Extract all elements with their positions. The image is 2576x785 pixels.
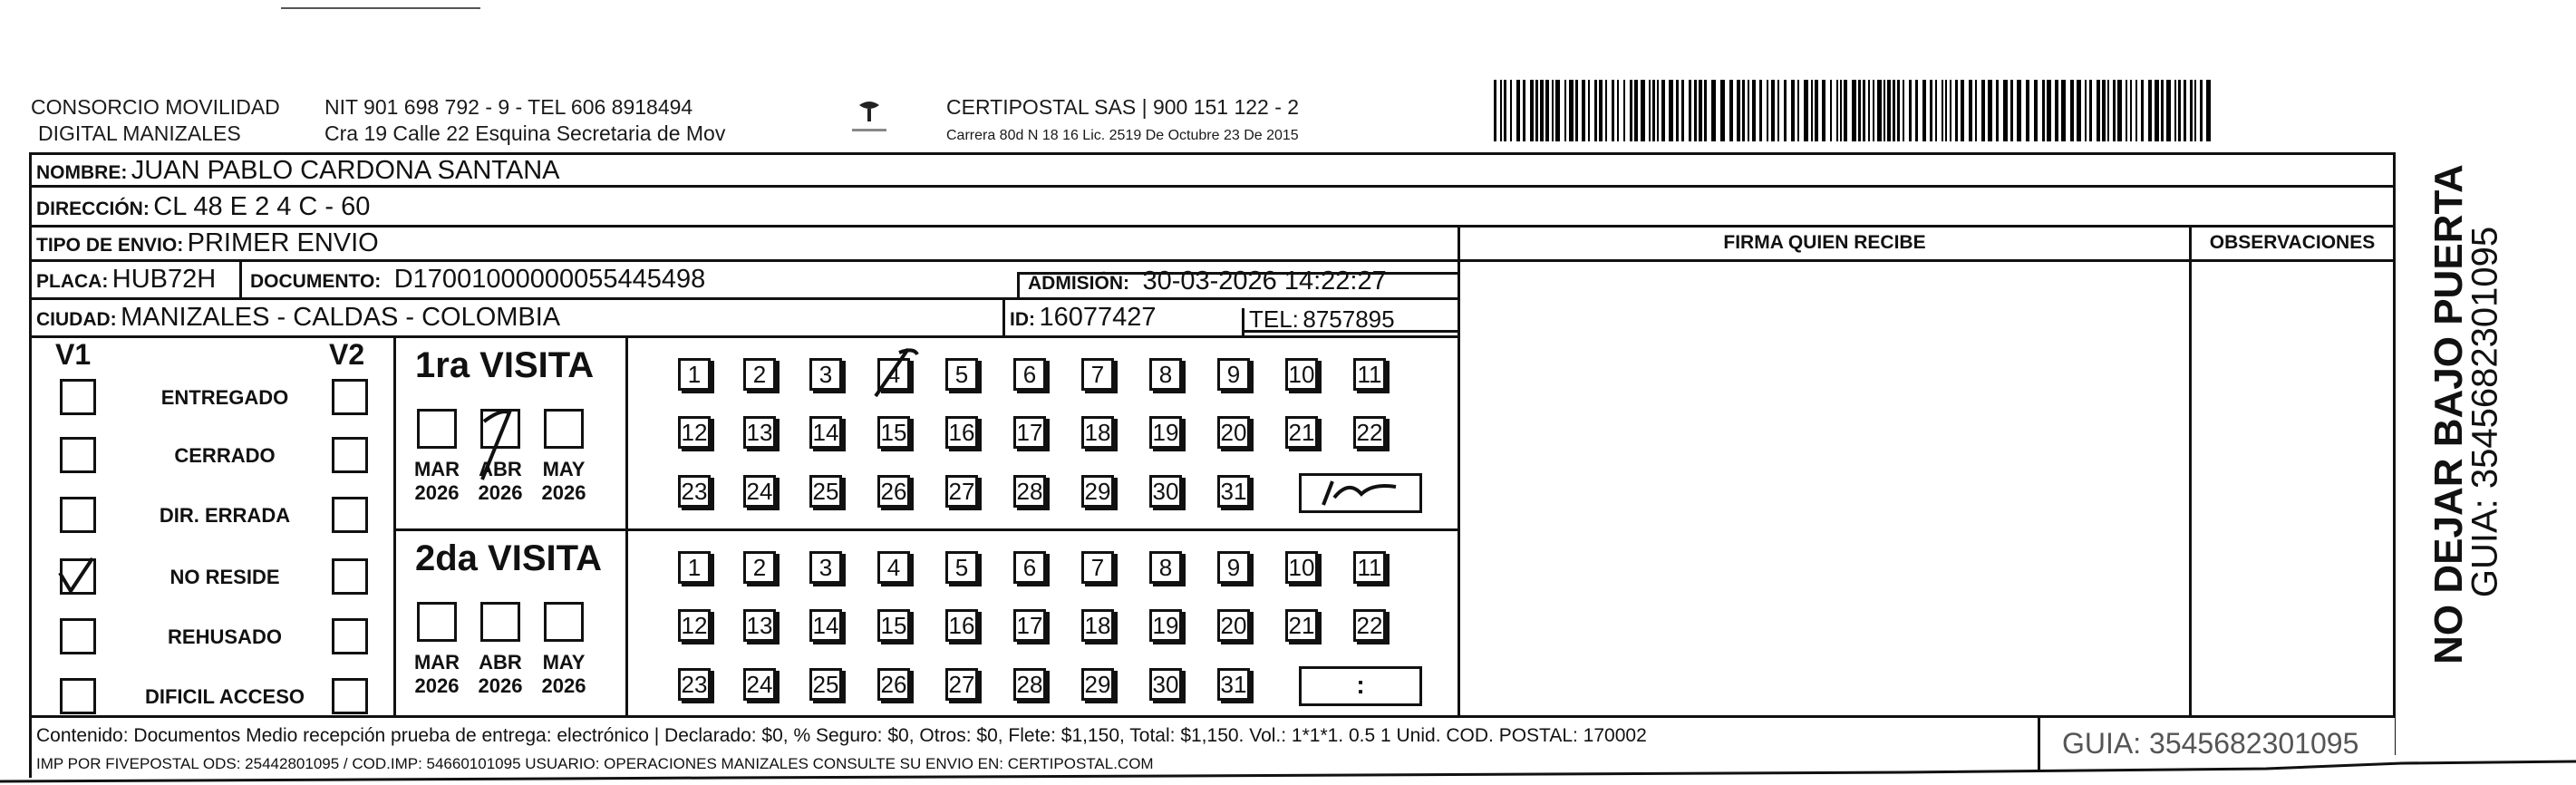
day-box[interactable]: 6: [1013, 551, 1046, 584]
barcode-bar: [2178, 80, 2181, 141]
day-mark-icon: [872, 345, 926, 400]
tel-cell: [1249, 305, 1395, 338]
admision-label: ADMISIÓN:: [1028, 273, 1129, 294]
barcode-bar: [1858, 80, 1861, 141]
v2-checkbox[interactable]: [332, 678, 368, 714]
day-box[interactable]: 29: [1081, 668, 1114, 701]
torn-edge: [0, 734, 2576, 785]
barcode-bar: [1657, 80, 1659, 141]
barcode-bar: [1752, 80, 1756, 141]
barcode-bar: [2166, 80, 2171, 141]
year-label: 2026: [414, 674, 460, 697]
barcode: [1494, 80, 2219, 146]
company-contact: [324, 94, 725, 147]
barcode-bar: [2130, 80, 2132, 141]
ciudad-value: MANIZALES - CALDAS - COLOMBIA: [121, 303, 561, 332]
barcode-bar: [1694, 80, 1697, 141]
tipo-row: [36, 228, 379, 262]
barcode-bar: [1863, 80, 1865, 141]
v2-label: V2: [329, 338, 365, 371]
ciudad-label: CIUDAD:: [36, 309, 117, 330]
barcode-bar: [1605, 80, 1607, 141]
address-line: Cra 19 Calle 22 Esquina Secretaria de Mov: [324, 121, 726, 145]
year-label: 2026: [414, 481, 460, 504]
day-box[interactable]: 29: [1081, 475, 1114, 508]
barcode-bar: [1649, 80, 1651, 141]
day-box[interactable]: 22: [1353, 416, 1386, 449]
visit-days-divider: [625, 338, 628, 717]
barcode-bar: [1535, 80, 1538, 141]
barcode-bar: [1988, 80, 1992, 141]
barcode-bar: [1840, 80, 1842, 141]
id-label: ID:: [1010, 309, 1035, 330]
barcode-bar: [2117, 80, 2122, 141]
day-box[interactable]: 18: [1081, 416, 1114, 449]
visit-divider-horizontal: [393, 528, 1459, 531]
company-name: [31, 94, 280, 147]
barcode-bar: [1516, 80, 1520, 141]
day-box[interactable]: 24: [743, 475, 776, 508]
day-box[interactable]: 5: [945, 551, 978, 584]
frame-right: [2393, 152, 2396, 755]
barcode-bar: [2010, 80, 2013, 141]
barcode-bar: [1530, 80, 1534, 141]
barcode-bar: [1767, 80, 1768, 141]
documento-label: DOCUMENTO:: [250, 271, 382, 292]
v2-checkbox[interactable]: [332, 558, 368, 595]
documento-cell: [250, 265, 705, 298]
signature-mark-icon: [1312, 474, 1412, 510]
barcode-bar: [1950, 80, 1951, 141]
barcode-bar: [2077, 80, 2081, 141]
v2-checkbox[interactable]: [332, 497, 368, 533]
barcode-bar: [2113, 80, 2116, 141]
barcode-bar: [1955, 80, 1958, 141]
time-box[interactable]: :: [1299, 666, 1422, 706]
day-box[interactable]: 25: [809, 668, 842, 701]
placa-divider: [239, 259, 242, 297]
barcode-bar: [1975, 80, 1977, 141]
status-option-label: REHUSADO: [168, 625, 282, 648]
barcode-bar: [1742, 80, 1745, 141]
nombre-row: [36, 156, 559, 189]
tipo-value: PRIMER ENVIO: [187, 228, 379, 257]
barcode-bar: [2190, 80, 2193, 141]
barcode-bar: [1844, 80, 1847, 141]
day-box[interactable]: 28: [1013, 668, 1046, 701]
id-divider: [1002, 297, 1005, 335]
day-box[interactable]: 20: [1217, 609, 1250, 642]
barcode-bar: [2126, 80, 2127, 141]
year-label: 2026: [478, 674, 523, 697]
month-checkbox[interactable]: [544, 409, 584, 449]
day-box[interactable]: 10: [1285, 358, 1318, 391]
col-divider-obs: [2189, 225, 2192, 717]
direccion-row: [36, 192, 370, 226]
day-box[interactable]: 28: [1013, 475, 1046, 508]
no-dejar-text: NO DEJAR BAJO PUERTA: [2426, 164, 2471, 664]
barcode-bar: [1523, 80, 1525, 141]
barcode-bar: [2055, 80, 2058, 141]
admision-value: 30-03-2026 14:22:27: [1142, 267, 1387, 296]
barcode-bar: [1569, 80, 1574, 141]
barcode-bar: [1704, 80, 1707, 141]
barcode-bar: [2148, 80, 2152, 141]
barcode-bar: [2017, 80, 2021, 141]
barcode-bar: [1582, 80, 1585, 141]
barcode-bar: [1915, 80, 1918, 141]
barcode-bar: [1588, 80, 1590, 141]
barcode-bar: [1945, 80, 1947, 141]
barcode-bar: [2135, 80, 2137, 141]
barcode-bar: [2042, 80, 2045, 141]
barcode-bar: [1510, 80, 1512, 141]
barcode-bar: [2206, 80, 2211, 141]
barcode-bar: [1555, 80, 1560, 141]
status-option-label: CERRADO: [174, 444, 276, 467]
day-box[interactable]: 26: [877, 668, 910, 701]
admision-divider: [1017, 272, 1020, 297]
barcode-bar: [1836, 80, 1838, 141]
barcode-bar: [2089, 80, 2092, 141]
barcode-bar: [1676, 80, 1679, 141]
barcode-bar: [1930, 80, 1932, 141]
barcode-bar: [2061, 80, 2066, 141]
barcode-bar: [1969, 80, 1972, 141]
barcode-bar: [1617, 80, 1619, 141]
month-label: MAY: [542, 458, 586, 480]
day-box[interactable]: 30: [1149, 668, 1182, 701]
barcode-bar: [1884, 80, 1885, 141]
day-box[interactable]: 5: [945, 358, 978, 391]
nombre-label: NOMBRE:: [36, 162, 128, 183]
side-text: [2400, 163, 2505, 689]
status-option-label: DIFICIL ACCESO: [144, 685, 305, 708]
day-box[interactable]: 13: [743, 609, 776, 642]
col-header-line: [1457, 259, 2395, 262]
year-label: 2026: [541, 674, 586, 697]
status-option-label: ENTREGADO: [160, 386, 289, 409]
day-box[interactable]: 3: [809, 358, 842, 391]
day-box[interactable]: 8: [1149, 551, 1182, 584]
day-box[interactable]: 7: [1081, 551, 1114, 584]
barcode-bar: [1652, 80, 1655, 141]
courier-logo: [847, 92, 892, 142]
direccion-label: DIRECCIÓN:: [36, 199, 150, 219]
observaciones-header: OBSERVACIONES: [2209, 232, 2376, 253]
month-label: MAR: [413, 458, 460, 480]
day-box[interactable]: 7: [1081, 358, 1114, 391]
barcode-bar: [1737, 80, 1740, 141]
barcode-bar: [2200, 80, 2203, 141]
day-box[interactable]: 4: [877, 551, 910, 584]
barcode-bar: [1922, 80, 1926, 141]
placa-value: HUB72H: [111, 265, 217, 294]
barcode-bar: [2161, 80, 2164, 141]
day-box[interactable]: 16: [945, 416, 978, 449]
day-box[interactable]: 16: [945, 609, 978, 642]
barcode-bar: [1791, 80, 1795, 141]
barcode-bar: [1868, 80, 1870, 141]
day-box[interactable]: 10: [1285, 551, 1318, 584]
barcode-bar: [2174, 80, 2176, 141]
month-checkbox[interactable]: [480, 602, 520, 642]
barcode-bar: [1720, 80, 1725, 141]
documento-value: D17001000000055445498: [393, 265, 706, 294]
day-box[interactable]: 11: [1353, 358, 1386, 391]
ciudad-cell: [36, 303, 560, 336]
month-checkbox[interactable]: [544, 602, 584, 642]
page-edge-top: [281, 7, 480, 9]
day-box[interactable]: 1: [678, 551, 711, 584]
day-box[interactable]: 27: [945, 668, 978, 701]
barcode-bar: [1873, 80, 1874, 141]
barcode-bar: [1711, 80, 1716, 141]
col-divider-firma: [1457, 225, 1460, 717]
barcode-bar: [1935, 80, 1937, 141]
barcode-bar: [2097, 80, 2100, 141]
placa-label: PLACA:: [36, 271, 109, 292]
day-box[interactable]: 30: [1149, 475, 1182, 508]
day-box[interactable]: 12: [678, 416, 711, 449]
barcode-bar: [1641, 80, 1645, 141]
barcode-bar: [1500, 80, 1502, 141]
month-checkbox[interactable]: [417, 409, 457, 449]
day-box[interactable]: 14: [809, 416, 842, 449]
barcode-bar: [2085, 80, 2087, 141]
day-box[interactable]: 8: [1149, 358, 1182, 391]
barcode-bar: [1784, 80, 1787, 141]
barcode-bar: [1699, 80, 1702, 141]
barcode-bar: [1797, 80, 1799, 141]
v2-checkbox[interactable]: [332, 379, 368, 415]
barcode-bar: [1811, 80, 1813, 141]
barcode-bar: [1681, 80, 1684, 141]
barcode-bar: [2047, 80, 2051, 141]
barcode-bar: [1961, 80, 1964, 141]
day-box[interactable]: 21: [1285, 416, 1318, 449]
tipo-label: TIPO DE ENVIO:: [36, 235, 184, 256]
barcode-bar: [1630, 80, 1632, 141]
firma-header: FIRMA QUIEN RECIBE: [1723, 232, 1926, 253]
day-box[interactable]: 1: [678, 358, 711, 391]
day-box[interactable]: 24: [743, 668, 776, 701]
barcode-bar: [2034, 80, 2038, 141]
day-box[interactable]: 13: [743, 416, 776, 449]
contenido-line: Contenido: Documentos Medio recepción prueba de entrega: electrónico | Declarado: $0, % Seguro: $0, Otros: $0, Flete: $1,150, Total: $1,150. Vol.: 1*1*1. 0.5 1 Unid. COD. POSTAL: 170002: [36, 725, 1647, 746]
month-label: MAY: [542, 651, 586, 674]
barcode-bar: [1494, 80, 1496, 141]
month-checkbox[interactable]: [417, 602, 457, 642]
barcode-bar: [1545, 80, 1549, 141]
courier-address: Carrera 80d N 18 16 Lic. 2519 De Octubre 23 De 2015: [946, 128, 1299, 143]
placa-cell: [36, 265, 216, 298]
barcode-bar: [1599, 80, 1603, 141]
barcode-bar: [1777, 80, 1779, 141]
barcode-bar: [2107, 80, 2109, 141]
barcode-bar: [1981, 80, 1985, 141]
barcode-bar: [1897, 80, 1900, 141]
day-box[interactable]: 14: [809, 609, 842, 642]
courier-name: CERTIPOSTAL SAS | 900 151 122 - 2: [946, 95, 1300, 119]
v2-checkbox[interactable]: [332, 618, 368, 654]
barcode-bar: [1594, 80, 1597, 141]
barcode-bar: [1504, 80, 1506, 141]
tel-label: TEL:: [1249, 305, 1299, 333]
barcode-bar: [1759, 80, 1762, 141]
barcode-bar: [1552, 80, 1554, 141]
barcode-bar: [2026, 80, 2029, 141]
year-label: 2026: [541, 481, 586, 504]
barcode-bar: [1634, 80, 1638, 141]
day-box[interactable]: 9: [1217, 551, 1250, 584]
company-line2: DIGITAL MANIZALES: [38, 121, 241, 145]
barcode-bar: [1887, 80, 1891, 141]
month-label: ABR: [479, 458, 522, 480]
day-box[interactable]: 12: [678, 609, 711, 642]
barcode-bar: [1771, 80, 1775, 141]
barcode-bar: [1852, 80, 1856, 141]
day-box[interactable]: 31: [1217, 668, 1250, 701]
day-box[interactable]: 22: [1353, 609, 1386, 642]
barcode-bar: [2003, 80, 2008, 141]
nombre-value: JUAN PABLO CARDONA SANTANA: [131, 156, 560, 185]
day-box[interactable]: 2: [743, 551, 776, 584]
barcode-bar: [2194, 80, 2196, 141]
imp-line: IMP POR FIVEPOSTAL ODS: 25442801095 / COD.IMP: 54660101095 USUARIO: OPERACIONES MANIZALES CONSULTE SU ENVIO EN: CERTIPOSTAL.COM: [36, 755, 1154, 772]
barcode-bar: [2184, 80, 2186, 141]
barcode-bar: [1689, 80, 1691, 141]
barcode-bar: [1909, 80, 1912, 141]
barcode-bar: [1942, 80, 1943, 141]
courier-info: [946, 94, 1299, 149]
day-box[interactable]: 21: [1285, 609, 1318, 642]
barcode-bar: [1623, 80, 1625, 141]
month-label: MAR: [413, 651, 460, 674]
day-box[interactable]: 6: [1013, 358, 1046, 391]
barcode-bar: [1822, 80, 1825, 141]
barcode-bar: [1612, 80, 1614, 141]
barcode-bar: [1669, 80, 1673, 141]
id-value: 16077427: [1039, 303, 1157, 332]
barcode-bar: [1804, 80, 1808, 141]
id-cell: [1010, 303, 1156, 336]
barcode-bar: [1540, 80, 1544, 141]
day-box[interactable]: 26: [877, 475, 910, 508]
day-box[interactable]: 17: [1013, 609, 1046, 642]
checkmark-icon: [54, 553, 98, 596]
day-box[interactable]: 19: [1149, 416, 1182, 449]
year-label: 2026: [478, 481, 523, 504]
status-option-label: NO RESIDE: [169, 566, 280, 588]
barcode-bar: [2141, 80, 2144, 141]
admision-cell: [1028, 267, 1387, 300]
day-box[interactable]: 3: [809, 551, 842, 584]
company-line1: CONSORCIO MOVILIDAD: [31, 95, 280, 119]
barcode-bar: [1729, 80, 1733, 141]
barcode-bar: [1575, 80, 1578, 141]
direccion-value: CL 48 E 2 4 C - 60: [153, 192, 371, 221]
day-box[interactable]: 18: [1081, 609, 1114, 642]
visit-title: 1ra VISITA: [415, 345, 595, 385]
nit-line: NIT 901 698 792 - 9 - TEL 606 8918494: [324, 95, 693, 119]
barcode-bar: [1877, 80, 1882, 141]
barcode-bar: [1564, 80, 1566, 141]
barcode-bar: [2102, 80, 2106, 141]
tel-value: 8757895: [1303, 305, 1395, 333]
row-line-2: [29, 225, 2395, 228]
day-box[interactable]: 23: [678, 668, 711, 701]
visit-title: 2da VISITA: [415, 538, 602, 578]
barcode-bar: [1996, 80, 1999, 141]
barcode-bar: [2070, 80, 2074, 141]
day-box[interactable]: 23: [678, 475, 711, 508]
day-box[interactable]: 11: [1353, 551, 1386, 584]
day-box[interactable]: 25: [809, 475, 842, 508]
day-box[interactable]: 20: [1217, 416, 1250, 449]
day-box[interactable]: 4: [877, 358, 910, 391]
v1-label: V1: [55, 338, 92, 371]
day-box[interactable]: 31: [1217, 475, 1250, 508]
barcode-bar: [1903, 80, 1904, 141]
barcode-bar: [1815, 80, 1818, 141]
barcode-bar: [1830, 80, 1832, 141]
barcode-bar: [1748, 80, 1749, 141]
barcode-bar: [1893, 80, 1895, 141]
v2-checkbox[interactable]: [332, 437, 368, 473]
status-option-label: DIR. ERRADA: [159, 504, 291, 527]
day-box[interactable]: 2: [743, 358, 776, 391]
footer-guia-text: GUIA: 3545682301095: [2062, 727, 2359, 760]
day-box[interactable]: 15: [877, 416, 910, 449]
frame-top: [29, 152, 2395, 155]
day-box[interactable]: 19: [1149, 609, 1182, 642]
barcode-bar: [1661, 80, 1665, 141]
status-divider: [393, 338, 396, 717]
day-box[interactable]: 27: [945, 475, 978, 508]
day-box[interactable]: 15: [877, 609, 910, 642]
side-guia: GUIA: 3545682301095: [2465, 226, 2505, 598]
barcode-bar: [2155, 80, 2159, 141]
day-box[interactable]: 17: [1013, 416, 1046, 449]
month-label: ABR: [479, 651, 522, 674]
day-box[interactable]: 9: [1217, 358, 1250, 391]
